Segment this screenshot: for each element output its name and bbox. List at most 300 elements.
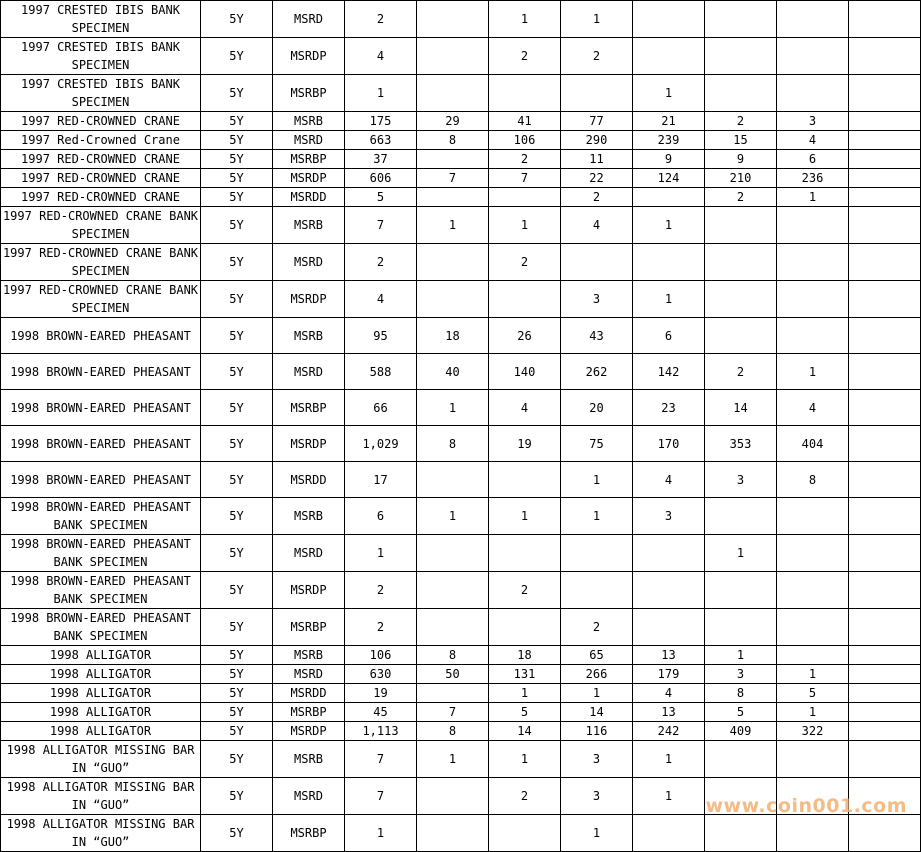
grade-count-cell: 2 [561, 188, 633, 207]
total-cell: 4 [345, 281, 417, 318]
total-cell: 66 [345, 390, 417, 426]
table-row [1, 318, 921, 354]
grade-type-cell: MSRBP [273, 609, 345, 646]
grade-count-cell: 5 [777, 684, 849, 703]
grade-count-cell [849, 646, 921, 665]
grade-type-cell: MSRB [273, 112, 345, 131]
coin-name-cell: 1998 ALLIGATOR [1, 722, 201, 741]
term-cell: 5Y [201, 741, 273, 778]
grade-count-cell [849, 207, 921, 244]
grade-type-cell: MSRD [273, 244, 345, 281]
grade-count-cell: 65 [561, 646, 633, 665]
grade-type-cell: MSRDD [273, 462, 345, 498]
grade-count-cell: 14 [705, 390, 777, 426]
grade-count-cell [849, 131, 921, 150]
total-cell: 6 [345, 498, 417, 535]
grade-type-cell: MSRBP [273, 150, 345, 169]
term-cell: 5Y [201, 462, 273, 498]
grade-count-cell: 29 [417, 112, 489, 131]
grade-count-cell: 8 [777, 462, 849, 498]
grade-count-cell: 9 [633, 150, 705, 169]
grade-count-cell: 2 [489, 778, 561, 815]
grade-count-cell: 5 [489, 703, 561, 722]
grade-count-cell: 18 [489, 646, 561, 665]
grade-count-cell [705, 38, 777, 75]
term-cell: 5Y [201, 131, 273, 150]
grade-count-cell: 26 [489, 318, 561, 354]
grade-count-cell: 50 [417, 665, 489, 684]
term-cell: 5Y [201, 684, 273, 703]
coin-name-cell: 1997 RED-CROWNED CRANE BANK SPECIMEN [1, 281, 201, 318]
grade-count-cell: 404 [777, 426, 849, 462]
term-cell: 5Y [201, 75, 273, 112]
grade-count-cell: 1 [417, 207, 489, 244]
term-cell: 5Y [201, 703, 273, 722]
grade-count-cell [777, 244, 849, 281]
grade-count-cell: 41 [489, 112, 561, 131]
grade-count-cell [777, 318, 849, 354]
grade-count-cell [417, 38, 489, 75]
grade-count-cell [777, 75, 849, 112]
grade-count-cell: 3 [633, 498, 705, 535]
term-cell: 5Y [201, 38, 273, 75]
grade-count-cell: 4 [777, 131, 849, 150]
grade-count-cell: 1 [417, 741, 489, 778]
coin-name-cell: 1998 BROWN-EARED PHEASANT [1, 462, 201, 498]
total-cell: 7 [345, 778, 417, 815]
grade-count-cell: 1 [777, 354, 849, 390]
grade-count-cell [849, 112, 921, 131]
grade-count-cell [417, 535, 489, 572]
grade-count-cell [489, 815, 561, 852]
grade-count-cell [633, 1, 705, 38]
grade-count-cell [849, 535, 921, 572]
grade-count-cell: 142 [633, 354, 705, 390]
grade-type-cell: MSRB [273, 318, 345, 354]
total-cell: 5 [345, 188, 417, 207]
coin-name-cell: 1998 BROWN-EARED PHEASANT BANK SPECIMEN [1, 498, 201, 535]
grade-count-cell: 1 [705, 535, 777, 572]
grade-count-cell [705, 244, 777, 281]
grade-count-cell [849, 150, 921, 169]
grade-count-cell: 6 [633, 318, 705, 354]
term-cell: 5Y [201, 498, 273, 535]
grade-type-cell: MSRDD [273, 188, 345, 207]
grade-count-cell [849, 498, 921, 535]
grade-count-cell: 262 [561, 354, 633, 390]
coin-name-cell: 1997 RED-CROWNED CRANE [1, 150, 201, 169]
grade-type-cell: MSRD [273, 1, 345, 38]
grade-count-cell: 4 [489, 390, 561, 426]
grade-type-cell: MSRD [273, 778, 345, 815]
grade-count-cell: 13 [633, 646, 705, 665]
grade-count-cell [489, 535, 561, 572]
grade-count-cell [777, 815, 849, 852]
coin-name-cell: 1998 BROWN-EARED PHEASANT BANK SPECIMEN [1, 609, 201, 646]
total-cell: 17 [345, 462, 417, 498]
grade-count-cell [849, 722, 921, 741]
grade-count-cell [489, 462, 561, 498]
coin-name-cell: 1997 RED-CROWNED CRANE BANK SPECIMEN [1, 244, 201, 281]
grade-count-cell: 2 [561, 38, 633, 75]
grade-count-cell: 116 [561, 722, 633, 741]
grade-count-cell: 4 [561, 207, 633, 244]
grade-count-cell: 106 [489, 131, 561, 150]
grade-count-cell: 14 [489, 722, 561, 741]
total-cell: 45 [345, 703, 417, 722]
total-cell: 630 [345, 665, 417, 684]
grade-count-cell [705, 609, 777, 646]
grade-count-cell: 1 [489, 741, 561, 778]
grade-count-cell: 8 [417, 426, 489, 462]
grade-type-cell: MSRB [273, 646, 345, 665]
grade-type-cell: MSRD [273, 354, 345, 390]
table-row [1, 535, 921, 572]
grade-count-cell: 14 [561, 703, 633, 722]
grade-count-cell: 1 [777, 703, 849, 722]
total-cell: 2 [345, 572, 417, 609]
grade-count-cell: 239 [633, 131, 705, 150]
grade-count-cell [777, 609, 849, 646]
grade-count-cell [849, 462, 921, 498]
grade-count-cell [777, 741, 849, 778]
grade-count-cell [705, 741, 777, 778]
grade-count-cell [633, 244, 705, 281]
grade-count-cell: 170 [633, 426, 705, 462]
grade-count-cell [417, 572, 489, 609]
grade-count-cell [849, 75, 921, 112]
table-row [1, 38, 921, 75]
grade-count-cell: 179 [633, 665, 705, 684]
grade-count-cell: 1 [561, 1, 633, 38]
total-cell: 2 [345, 244, 417, 281]
grade-count-cell [777, 281, 849, 318]
grade-type-cell: MSRDP [273, 38, 345, 75]
total-cell: 95 [345, 318, 417, 354]
grade-count-cell [777, 1, 849, 38]
grade-count-cell: 9 [705, 150, 777, 169]
grade-count-cell: 1 [633, 207, 705, 244]
grade-count-cell: 2 [489, 150, 561, 169]
grade-count-cell: 1 [489, 207, 561, 244]
coin-name-cell: 1997 Red-Crowned Crane [1, 131, 201, 150]
grade-count-cell: 4 [633, 462, 705, 498]
grade-count-cell: 409 [705, 722, 777, 741]
term-cell: 5Y [201, 778, 273, 815]
term-cell: 5Y [201, 646, 273, 665]
term-cell: 5Y [201, 318, 273, 354]
term-cell: 5Y [201, 572, 273, 609]
grade-count-cell [705, 75, 777, 112]
grade-count-cell [705, 572, 777, 609]
grade-count-cell [561, 75, 633, 112]
grade-count-cell: 7 [489, 169, 561, 188]
total-cell: 19 [345, 684, 417, 703]
term-cell: 5Y [201, 426, 273, 462]
term-cell: 5Y [201, 665, 273, 684]
coin-name-cell: 1997 CRESTED IBIS BANK SPECIMEN [1, 38, 201, 75]
coin-name-cell: 1997 RED-CROWNED CRANE [1, 112, 201, 131]
table-row [1, 207, 921, 244]
coin-name-cell: 1998 BROWN-EARED PHEASANT BANK SPECIMEN [1, 535, 201, 572]
grade-count-cell: 7 [417, 703, 489, 722]
grade-count-cell [705, 318, 777, 354]
grade-count-cell: 3 [777, 112, 849, 131]
table-row [1, 150, 921, 169]
grade-count-cell [849, 1, 921, 38]
site-watermark: www.coin001.com [705, 795, 907, 817]
grade-count-cell: 5 [705, 703, 777, 722]
grade-count-cell [417, 778, 489, 815]
grade-count-cell [417, 815, 489, 852]
grade-count-cell: 322 [777, 722, 849, 741]
term-cell: 5Y [201, 112, 273, 131]
grade-count-cell: 2 [561, 609, 633, 646]
grade-count-cell [489, 188, 561, 207]
grade-count-cell [849, 572, 921, 609]
coin-name-cell: 1997 CRESTED IBIS BANK SPECIMEN [1, 75, 201, 112]
grade-count-cell: 77 [561, 112, 633, 131]
coin-name-cell: 1998 BROWN-EARED PHEASANT [1, 390, 201, 426]
grade-count-cell [633, 38, 705, 75]
grade-count-cell: 266 [561, 665, 633, 684]
grade-count-cell: 19 [489, 426, 561, 462]
coin-name-cell: 1997 RED-CROWNED CRANE [1, 188, 201, 207]
grade-type-cell: MSRBP [273, 390, 345, 426]
total-cell: 606 [345, 169, 417, 188]
grade-type-cell: MSRDP [273, 572, 345, 609]
grade-count-cell: 43 [561, 318, 633, 354]
coin-name-cell: 1997 RED-CROWNED CRANE BANK SPECIMEN [1, 207, 201, 244]
grade-count-cell: 21 [633, 112, 705, 131]
grade-count-cell: 11 [561, 150, 633, 169]
grade-count-cell: 1 [489, 498, 561, 535]
table-row [1, 169, 921, 188]
grade-count-cell [849, 38, 921, 75]
grade-count-cell: 131 [489, 665, 561, 684]
grade-type-cell: MSRDP [273, 426, 345, 462]
grade-count-cell [849, 703, 921, 722]
grade-count-cell: 1 [489, 684, 561, 703]
grade-type-cell: MSRD [273, 665, 345, 684]
grade-count-cell: 1 [561, 462, 633, 498]
total-cell: 7 [345, 207, 417, 244]
grade-count-cell: 1 [633, 741, 705, 778]
grade-count-cell: 1 [777, 188, 849, 207]
grade-count-cell: 18 [417, 318, 489, 354]
grade-count-cell [489, 281, 561, 318]
grade-count-cell: 1 [489, 1, 561, 38]
grade-count-cell: 1 [417, 390, 489, 426]
grade-count-cell [849, 684, 921, 703]
coin-name-cell: 1998 BROWN-EARED PHEASANT [1, 354, 201, 390]
grade-count-cell [633, 815, 705, 852]
grade-count-cell [633, 188, 705, 207]
grade-count-cell [705, 815, 777, 852]
grade-count-cell: 2 [489, 244, 561, 281]
grade-count-cell: 8 [417, 722, 489, 741]
grade-count-cell: 290 [561, 131, 633, 150]
grade-count-cell [633, 609, 705, 646]
grade-count-cell: 13 [633, 703, 705, 722]
grade-count-cell [417, 281, 489, 318]
grade-count-cell [633, 535, 705, 572]
grade-count-cell: 1 [633, 778, 705, 815]
table-row [1, 572, 921, 609]
total-cell: 1 [345, 815, 417, 852]
grade-count-cell: 40 [417, 354, 489, 390]
grade-count-cell [417, 75, 489, 112]
grade-count-cell [417, 1, 489, 38]
total-cell: 1,113 [345, 722, 417, 741]
grade-count-cell: 236 [777, 169, 849, 188]
grade-count-cell [489, 609, 561, 646]
grade-count-cell [849, 318, 921, 354]
grade-count-cell: 8 [705, 684, 777, 703]
term-cell: 5Y [201, 390, 273, 426]
coin-name-cell: 1998 BROWN-EARED PHEASANT [1, 426, 201, 462]
grade-count-cell [417, 188, 489, 207]
grade-count-cell: 8 [417, 131, 489, 150]
term-cell: 5Y [201, 1, 273, 38]
grade-count-cell [705, 207, 777, 244]
coin-name-cell: 1998 ALLIGATOR MISSING BAR IN “GUO” [1, 815, 201, 852]
grade-count-cell [777, 498, 849, 535]
grade-count-cell: 3 [561, 778, 633, 815]
grade-count-cell: 1 [561, 684, 633, 703]
table-row [1, 741, 921, 778]
grade-count-cell [561, 535, 633, 572]
total-cell: 588 [345, 354, 417, 390]
grade-count-cell: 3 [561, 281, 633, 318]
grade-count-cell [849, 188, 921, 207]
grade-count-cell [849, 169, 921, 188]
grade-count-cell [777, 572, 849, 609]
coin-name-cell: 1998 ALLIGATOR [1, 665, 201, 684]
grade-count-cell: 6 [777, 150, 849, 169]
grade-count-cell: 4 [777, 390, 849, 426]
grade-count-cell: 2 [705, 112, 777, 131]
term-cell: 5Y [201, 169, 273, 188]
grade-type-cell: MSRDP [273, 722, 345, 741]
grade-count-cell: 3 [561, 741, 633, 778]
table-row [1, 112, 921, 131]
grade-count-cell [849, 390, 921, 426]
grade-count-cell [561, 572, 633, 609]
grade-count-cell [417, 609, 489, 646]
grade-count-cell: 1 [633, 281, 705, 318]
grade-type-cell: MSRB [273, 207, 345, 244]
grade-count-cell: 1 [705, 646, 777, 665]
total-cell: 175 [345, 112, 417, 131]
table-row [1, 646, 921, 665]
grade-count-cell: 1 [633, 75, 705, 112]
term-cell: 5Y [201, 150, 273, 169]
grade-count-cell: 242 [633, 722, 705, 741]
grade-count-cell: 353 [705, 426, 777, 462]
table-row [1, 354, 921, 390]
table-row [1, 498, 921, 535]
grade-count-cell [777, 535, 849, 572]
grade-count-cell [777, 646, 849, 665]
grade-count-cell [417, 462, 489, 498]
grade-type-cell: MSRB [273, 498, 345, 535]
total-cell: 1 [345, 75, 417, 112]
table-row [1, 1, 921, 38]
grade-count-cell: 2 [705, 188, 777, 207]
grade-count-cell: 1 [561, 498, 633, 535]
grade-count-cell [849, 665, 921, 684]
grade-type-cell: MSRBP [273, 75, 345, 112]
term-cell: 5Y [201, 609, 273, 646]
grade-count-cell: 140 [489, 354, 561, 390]
grade-count-cell [849, 741, 921, 778]
grade-count-cell [705, 1, 777, 38]
grade-type-cell: MSRDD [273, 684, 345, 703]
grade-count-cell: 2 [705, 354, 777, 390]
term-cell: 5Y [201, 188, 273, 207]
total-cell: 7 [345, 741, 417, 778]
grade-count-cell [561, 244, 633, 281]
table-row [1, 609, 921, 646]
grade-type-cell: MSRD [273, 535, 345, 572]
grade-count-cell: 75 [561, 426, 633, 462]
grade-count-cell: 8 [417, 646, 489, 665]
grade-count-cell: 1 [561, 815, 633, 852]
term-cell: 5Y [201, 535, 273, 572]
grade-count-cell: 7 [417, 169, 489, 188]
table-row [1, 390, 921, 426]
coin-name-cell: 1998 ALLIGATOR [1, 646, 201, 665]
table-row [1, 426, 921, 462]
grade-count-cell: 2 [489, 38, 561, 75]
grade-count-cell [849, 609, 921, 646]
table-row [1, 722, 921, 741]
term-cell: 5Y [201, 281, 273, 318]
grade-count-cell [777, 207, 849, 244]
grade-count-cell [849, 426, 921, 462]
total-cell: 1 [345, 535, 417, 572]
grade-count-cell [849, 354, 921, 390]
grade-count-cell [705, 281, 777, 318]
coin-name-cell: 1997 CRESTED IBIS BANK SPECIMEN [1, 1, 201, 38]
table-row [1, 281, 921, 318]
table-body [1, 1, 921, 852]
grade-type-cell: MSRDP [273, 169, 345, 188]
grade-count-cell [777, 38, 849, 75]
table-row [1, 244, 921, 281]
total-cell: 37 [345, 150, 417, 169]
term-cell: 5Y [201, 354, 273, 390]
coin-name-cell: 1998 BROWN-EARED PHEASANT BANK SPECIMEN [1, 572, 201, 609]
grade-type-cell: MSRD [273, 131, 345, 150]
table-row [1, 703, 921, 722]
table-row [1, 462, 921, 498]
term-cell: 5Y [201, 244, 273, 281]
grade-count-cell [849, 815, 921, 852]
total-cell: 106 [345, 646, 417, 665]
grade-count-cell: 3 [705, 462, 777, 498]
coin-name-cell: 1998 ALLIGATOR MISSING BAR IN “GUO” [1, 778, 201, 815]
grade-count-cell: 1 [777, 665, 849, 684]
table-row [1, 188, 921, 207]
term-cell: 5Y [201, 722, 273, 741]
table-row [1, 684, 921, 703]
grade-type-cell: MSRBP [273, 815, 345, 852]
grade-count-cell: 3 [705, 665, 777, 684]
coin-name-cell: 1998 ALLIGATOR [1, 684, 201, 703]
grade-count-cell: 1 [417, 498, 489, 535]
